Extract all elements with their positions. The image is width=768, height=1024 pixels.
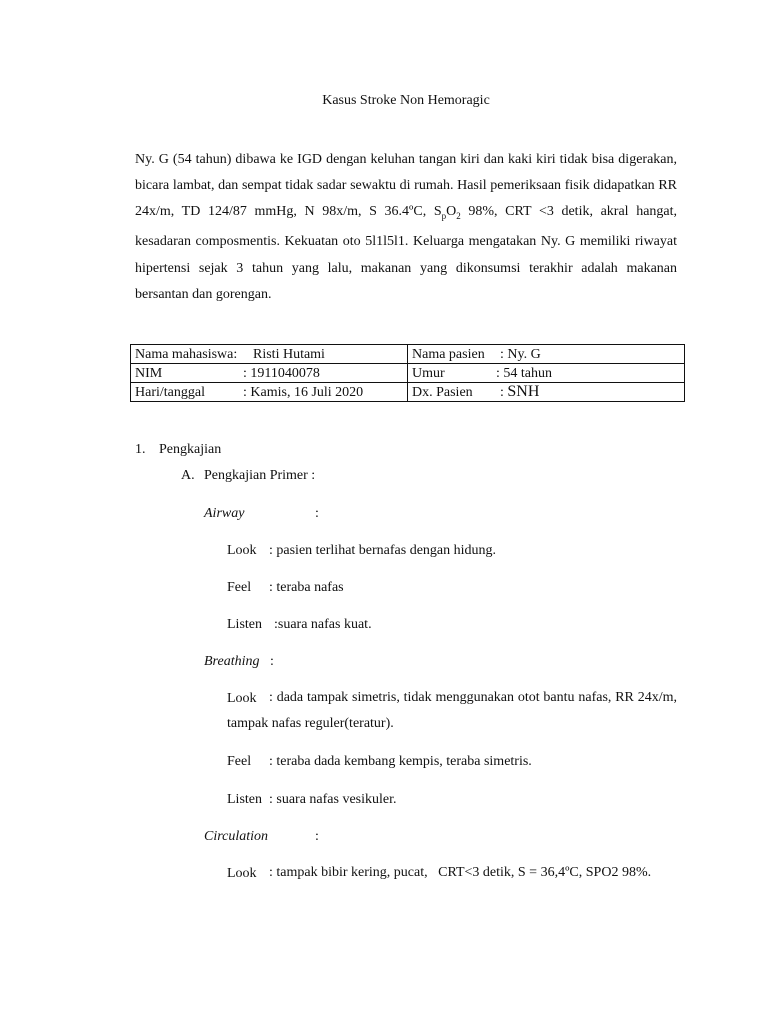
airway-colon: : — [315, 506, 319, 521]
diagnosis-value: SNH — [507, 383, 540, 400]
o2-prefix: O — [446, 204, 457, 220]
subsection-heading: Pengkajian Primer : — [204, 468, 316, 483]
table-row — [131, 364, 685, 383]
airway-look-label: Look — [227, 543, 257, 558]
table-cell — [131, 364, 408, 383]
airway-heading: Airway — [204, 506, 245, 521]
airway-feel-value: : teraba nafas — [269, 580, 344, 595]
nim-label: NIM — [135, 365, 163, 381]
breathing-feel-value: : teraba dada kembang kempis, teraba simetris. — [269, 754, 532, 769]
airway-listen-value: :suara nafas kuat. — [274, 617, 372, 632]
breathing-colon: : — [270, 654, 274, 669]
circulation-look-label: Look — [227, 866, 257, 881]
subscript-p: p — [441, 211, 447, 222]
nim-value: : 1911040078 — [243, 365, 320, 381]
info-table — [130, 344, 685, 402]
diagnosis-colon: : — [500, 385, 504, 400]
airway-listen-label: Listen — [227, 617, 262, 632]
circulation-look-value: : tampak bibir kering, pucat, CRT<3 detik, S = 36,4ºC, SPO2 98%. — [269, 865, 652, 880]
case-description — [135, 147, 677, 308]
student-name-label: Nama mahasiswa: — [135, 346, 238, 362]
breathing-listen-value: : suara nafas vesikuler. — [269, 792, 397, 807]
section-heading: Pengkajian — [159, 442, 222, 457]
subscript-2: 2 — [456, 211, 461, 222]
case-text-part1: Ny. G (54 tahun) dibawa ke IGD dengan keluhan tangan kiri dan kaki kiri tidak bisa digerakan, bicara lambat, dan sempat tidak sadar sewaktu di rumah. Hasil pemeriksaan fisik didapatkan RR 24x/m, TD 124/87 mmHg, N 98x/m, S 36.4ºC, S — [135, 152, 677, 220]
document-title: Kasus Stroke Non Hemoragic — [322, 93, 490, 108]
breathing-look-value: : dada tampak simetris, tidak menggunakan otot bantu nafas, RR 24x/m, tampak nafas reguler(teratur). — [227, 690, 677, 731]
table-cell — [408, 364, 685, 383]
circulation-heading: Circulation — [204, 829, 269, 844]
age-value: : 54 tahun — [496, 365, 552, 381]
table-cell — [131, 345, 408, 364]
section-number: 1. — [135, 442, 146, 457]
table-cell — [131, 383, 408, 402]
age-label: Umur — [412, 365, 445, 381]
circulation-colon: : — [315, 829, 319, 844]
table-row — [131, 345, 685, 364]
breathing-listen-label: Listen — [227, 792, 262, 807]
student-name-value: Risti Hutami — [253, 346, 325, 362]
breathing-heading: Breathing — [204, 654, 260, 669]
date-label: Hari/tanggal — [135, 384, 205, 400]
date-value: : Kamis, 16 Juli 2020 — [243, 384, 364, 400]
breathing-feel-label: Feel — [227, 754, 252, 769]
diagnosis-label: Dx. Pasien — [412, 385, 473, 400]
table-cell — [408, 345, 685, 364]
airway-feel-label: Feel — [227, 580, 252, 595]
patient-name-value: : Ny. G — [500, 346, 541, 362]
table-row — [131, 383, 685, 402]
subsection-letter: A. — [181, 468, 195, 483]
airway-look-value: : pasien terlihat bernafas dengan hidung. — [269, 543, 497, 558]
case-text-part2: 98%, CRT <3 detik, akral hangat, kesadaran composmentis. Kekuatan oto 5l1l5l1. Keluarga mengatakan Ny. G memiliki riwayat hipertensi sejak 3 tahun yang lalu, makanan yang dikonsumsi terakhir adalah makanan bersantan dan gorengan. — [135, 204, 678, 302]
breathing-look-label: Look — [227, 691, 257, 706]
table-cell — [408, 383, 685, 402]
patient-name-label: Nama pasien — [412, 346, 485, 362]
